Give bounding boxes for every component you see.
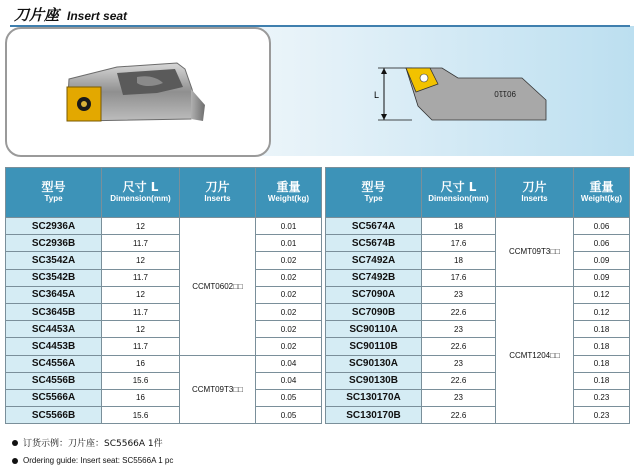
inserts-cell: CCMT09T3□□ — [496, 218, 574, 287]
type-cell: SC3542A — [6, 252, 102, 269]
dimension-cell: 23 — [422, 389, 496, 406]
ordering-note-en — [12, 456, 173, 465]
dim-label: L — [374, 90, 380, 100]
weight-cell: 0.23 — [574, 389, 630, 406]
bullet-icon — [12, 440, 18, 446]
dimension-cell: 17.6 — [422, 269, 496, 286]
dimension-cell: 15.6 — [102, 407, 180, 424]
dimension-cell: 11.7 — [102, 338, 180, 355]
inserts-cell: CCMT09T3□□ — [180, 355, 256, 424]
type-cell: SC3645B — [6, 303, 102, 320]
dimension-cell: 16 — [102, 355, 180, 372]
title-en: Insert seat — [67, 9, 128, 23]
type-cell: SC90130B — [326, 372, 422, 389]
header-inserts: 刀片 Inserts — [496, 168, 574, 218]
weight-cell: 0.02 — [256, 321, 322, 338]
dimension-cell: 18 — [422, 218, 496, 235]
weight-cell: 0.05 — [256, 407, 322, 424]
page-title — [14, 4, 127, 24]
header-dimension: 尺寸 L Dimension(mm) — [102, 168, 180, 218]
dimension-cell: 12 — [102, 252, 180, 269]
dimension-cell: 23 — [422, 355, 496, 372]
table-header-row — [6, 168, 630, 218]
dimension-cell: 22.6 — [422, 372, 496, 389]
product-photo — [5, 27, 271, 157]
table-row — [6, 218, 630, 235]
weight-cell: 0.01 — [256, 218, 322, 235]
dimension-cell: 22.6 — [422, 407, 496, 424]
weight-cell: 0.09 — [574, 252, 630, 269]
type-cell: SC7090A — [326, 286, 422, 303]
type-cell: SC4453A — [6, 321, 102, 338]
weight-cell: 0.05 — [256, 389, 322, 406]
weight-cell: 0.01 — [256, 235, 322, 252]
dimension-cell: 12 — [102, 321, 180, 338]
insert-seat-photo — [7, 29, 269, 155]
part-mark: 90110 — [494, 89, 516, 98]
weight-cell: 0.18 — [574, 372, 630, 389]
weight-cell: 0.12 — [574, 303, 630, 320]
header-inserts: 刀片 Inserts — [180, 168, 256, 218]
title-cn: 刀片座 — [14, 6, 60, 24]
dimension-cell: 22.6 — [422, 303, 496, 320]
type-cell: SC7492A — [326, 252, 422, 269]
weight-cell: 0.02 — [256, 252, 322, 269]
weight-cell: 0.18 — [574, 321, 630, 338]
type-cell: SC5566A — [6, 389, 102, 406]
type-cell: SC130170B — [326, 407, 422, 424]
dimension-cell: 12 — [102, 286, 180, 303]
ordering-note-cn-text: 订货示例：刀片座：SC5566A 1件 — [23, 439, 163, 449]
header-weight: 重量 Weight(kg) — [256, 168, 322, 218]
type-cell: SC2936B — [6, 235, 102, 252]
weight-cell: 0.02 — [256, 269, 322, 286]
header-dimension: 尺寸 L Dimension(mm) — [422, 168, 496, 218]
dimension-cell: 16 — [102, 389, 180, 406]
type-cell: SC3645A — [6, 286, 102, 303]
type-cell: SC2936A — [6, 218, 102, 235]
type-cell: SC7090B — [326, 303, 422, 320]
dimension-cell: 18 — [422, 252, 496, 269]
dimension-cell: 11.7 — [102, 303, 180, 320]
table-row — [6, 286, 630, 303]
weight-cell: 0.23 — [574, 407, 630, 424]
dimension-cell: 15.6 — [102, 372, 180, 389]
type-cell: SC4453B — [6, 338, 102, 355]
weight-cell: 0.06 — [574, 218, 630, 235]
dimension-cell: 22.6 — [422, 338, 496, 355]
weight-cell: 0.02 — [256, 286, 322, 303]
type-cell: SC5674A — [326, 218, 422, 235]
dimension-cell: 17.6 — [422, 235, 496, 252]
weight-cell: 0.04 — [256, 372, 322, 389]
type-cell: SC5674B — [326, 235, 422, 252]
dimension-cell: 11.7 — [102, 235, 180, 252]
header-type: 型号 Type — [6, 168, 102, 218]
type-cell: SC90130A — [326, 355, 422, 372]
dimension-cell: 11.7 — [102, 269, 180, 286]
weight-cell: 0.09 — [574, 269, 630, 286]
weight-cell: 0.18 — [574, 338, 630, 355]
header-type: 型号 Type — [326, 168, 422, 218]
ordering-note-en-text: Ordering guide: Insert seat: SC5566A 1 pc — [23, 456, 174, 465]
type-cell: SC130170A — [326, 389, 422, 406]
type-cell: SC5566B — [6, 407, 102, 424]
weight-cell: 0.04 — [256, 355, 322, 372]
dimension-cell: 23 — [422, 286, 496, 303]
inserts-cell: CCMT0602□□ — [180, 218, 256, 356]
weight-cell: 0.02 — [256, 303, 322, 320]
dimension-diagram — [372, 58, 552, 128]
spec-table — [5, 167, 630, 424]
type-cell: SC90110A — [326, 321, 422, 338]
weight-cell: 0.06 — [574, 235, 630, 252]
type-cell: SC90110B — [326, 338, 422, 355]
weight-cell: 0.18 — [574, 355, 630, 372]
type-cell: SC7492B — [326, 269, 422, 286]
dimension-cell: 12 — [102, 218, 180, 235]
weight-cell: 0.02 — [256, 338, 322, 355]
inserts-cell: CCMT1204□□ — [496, 286, 574, 424]
type-cell: SC4556B — [6, 372, 102, 389]
header-weight: 重量 Weight(kg) — [574, 168, 630, 218]
type-cell: SC3542B — [6, 269, 102, 286]
ordering-note-cn — [12, 436, 163, 449]
bullet-icon — [12, 458, 18, 464]
dimension-cell: 23 — [422, 321, 496, 338]
weight-cell: 0.12 — [574, 286, 630, 303]
type-cell: SC4556A — [6, 355, 102, 372]
